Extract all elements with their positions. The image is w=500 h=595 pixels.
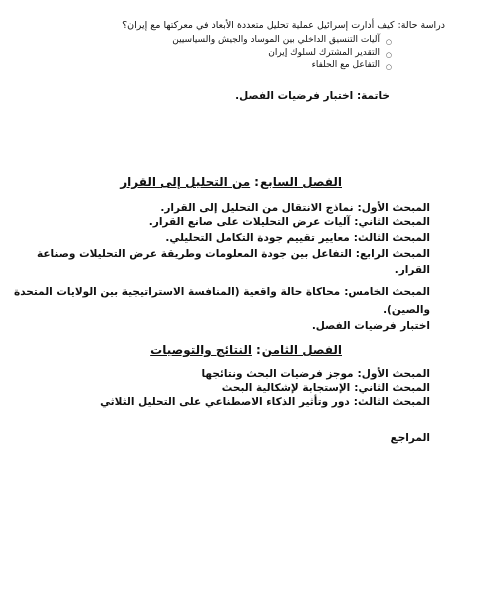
section-text: نماذج الانتقال من التحليل إلى القرار. bbox=[160, 202, 354, 214]
section-head: المبحث الثاني: bbox=[354, 216, 430, 228]
chapter-separator: : bbox=[255, 343, 261, 357]
section-text: دور وتأثير الذكاء الاصطناعي على التحليل الثلاثي bbox=[100, 396, 350, 408]
section-head: المبحث الرابع: bbox=[355, 248, 430, 260]
case-study-bullets bbox=[172, 34, 392, 72]
section-text: آليات عرض التحليلات على صانع القرار. bbox=[148, 216, 351, 228]
intro-closing: خاتمة: اختبار فرضيات الفصل. bbox=[235, 90, 390, 102]
chapter8-section-2 bbox=[222, 382, 430, 394]
references-heading: المراجع bbox=[390, 432, 430, 444]
bullet-text: التقدير المشترك لسلوك إيران bbox=[268, 47, 380, 58]
chapter7-section-1 bbox=[160, 202, 430, 214]
section-head: المبحث الأول: bbox=[357, 368, 430, 380]
chapter8-section-1 bbox=[201, 368, 430, 380]
chapter8-section-3 bbox=[100, 396, 430, 408]
chapter7-section-5 bbox=[14, 286, 430, 298]
chapter7-title bbox=[120, 175, 342, 189]
chapter8-label: الفصل الثامن bbox=[261, 343, 342, 357]
list-item bbox=[172, 34, 392, 47]
section-head: المبحث الأول: bbox=[357, 202, 430, 214]
list-item bbox=[172, 47, 392, 60]
section-head: المبحث الثالث: bbox=[353, 232, 430, 244]
chapter-separator: : bbox=[254, 175, 259, 189]
circle-bullet-icon: ○ bbox=[385, 38, 392, 46]
section-text: الإستجابة لإشكالية البحث bbox=[221, 382, 351, 394]
chapter7-label: الفصل السابع bbox=[259, 175, 342, 189]
chapter7-section-4-continued: القرار. bbox=[394, 264, 430, 276]
section-text: التفاعل بين جودة المعلومات وطريقة عرض التحليلات وصناعة bbox=[36, 248, 352, 260]
section-text: محاكاة حالة واقعية (المنافسة الاستراتيجية بين الولايات المتحدة bbox=[14, 286, 341, 298]
chapter8-title bbox=[150, 343, 342, 357]
chapter7-section-3 bbox=[165, 232, 430, 244]
section-text: موجز فرضيات البحث ونتائجها bbox=[201, 368, 354, 380]
bullet-text: آليات التنسيق الداخلي بين الموساد والجيش والسياسيين bbox=[172, 35, 380, 45]
chapter7-closing: اختبار فرضيات الفصل. bbox=[311, 320, 430, 332]
case-study-title: دراسة حالة: كيف أدارت إسرائيل عملية تحليل متعددة الأبعاد في معركتها مع إيران؟ bbox=[122, 20, 445, 31]
circle-bullet-icon: ○ bbox=[385, 50, 392, 59]
chapter7-section-4 bbox=[37, 248, 430, 260]
section-head: المبحث الخامس: bbox=[344, 286, 430, 298]
list-item bbox=[172, 59, 392, 72]
chapter7-section-5-continued: والصين). bbox=[383, 304, 430, 316]
section-head: المبحث الثاني: bbox=[354, 382, 430, 394]
bullet-text: التفاعل مع الحلفاء bbox=[311, 60, 380, 70]
section-text: معايير تقييم جودة التكامل التحليلي. bbox=[165, 232, 350, 244]
circle-bullet-icon: ○ bbox=[385, 63, 392, 71]
chapter7-section-2 bbox=[149, 216, 430, 228]
chapter7-name: من التحليل إلى القرار bbox=[120, 175, 251, 189]
chapter8-name: النتائج والتوصيات bbox=[150, 343, 252, 357]
section-head: المبحث الثالث: bbox=[353, 396, 430, 408]
